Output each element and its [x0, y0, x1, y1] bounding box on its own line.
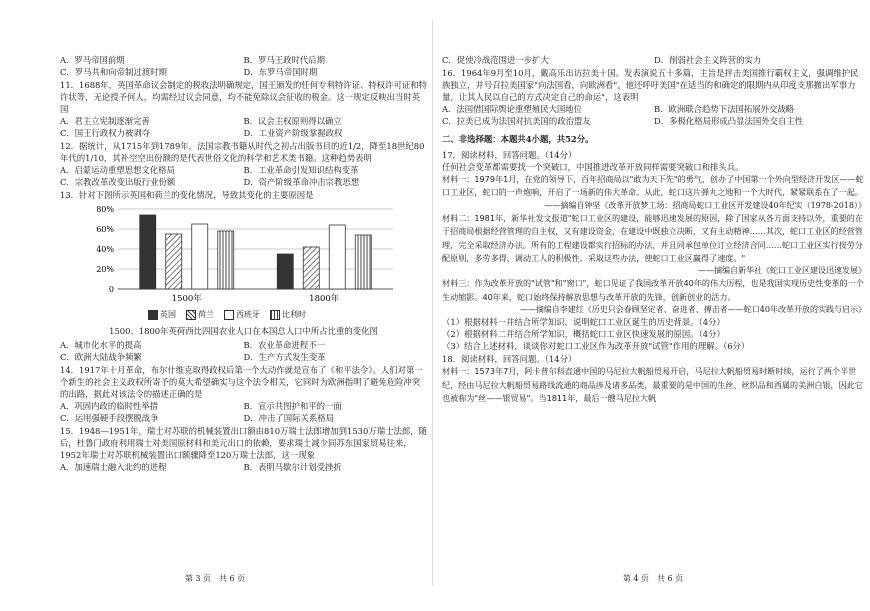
- option-c: C．欧洲大陆战争频繁: [60, 352, 142, 362]
- legend-item: [186, 309, 214, 321]
- page-footer: 第 4 页 共 6 页: [622, 574, 684, 583]
- y-tick-label: 0: [108, 285, 114, 294]
- y-tick-label: 40%: [96, 245, 114, 254]
- bar-英国-1500年: [140, 215, 156, 289]
- bar-比利时-1800年: [355, 235, 371, 289]
- legend-swatch: [186, 310, 196, 320]
- option-d: D．工业资产阶级掌握政权: [243, 128, 343, 138]
- top-options-row-1: [60, 54, 427, 66]
- material-1: 材料一：1573年7月，阿卡普尔科直通中国的马尼拉大帆船贸易开启，马尼拉大帆船贸易时断时续，运行了两个半世纪，经由马尼拉大帆船贸易路线流通的商品涉及诸多品类，最重要的是中国的生丝、丝织品和西属的美洲白银，因此它也被称为"丝——银贸易"。当1811年，最后一艘马尼拉大帆: [442, 366, 863, 404]
- question-head: 17．阅读材料，回答问题。（14分）: [442, 150, 577, 160]
- bar-英国-1800年: [277, 254, 293, 289]
- question-18: [442, 353, 866, 405]
- chart-legend: [148, 309, 306, 321]
- legend-label: 英国: [160, 310, 176, 319]
- agricultural-population-chart: [78, 203, 398, 323]
- sub-question-1: （1）根据材料一并结合所学知识，说明蛇口工业区诞生的历史背景。（4分）: [442, 317, 725, 328]
- column-divider: [432, 20, 433, 586]
- option-c: C．拉美已成为法国对抗美国的政治盟友: [442, 116, 591, 126]
- option-c: C．运用强硬手段摆脱战争: [60, 413, 159, 423]
- option-b: B．工业革命引发知识结构变革: [243, 165, 359, 175]
- legend-item: [224, 309, 260, 321]
- sub-question-3: （3）结合上述材料，谈谈你对蛇口工业区作为改革开放"试管"作用的理解。（6分）: [442, 341, 750, 352]
- question-text: 15．1948—1951年，瑞士对苏联的机械装置出口额由810万瑞士法郎增加到1530万瑞士法郎，随后，杜鲁门政府利用瑞士对美国原材料和美元出口的依赖，要求瑞士减少同苏东国家贸易往来，1952年瑞士对苏联机械装置出口额骤降至120万瑞士法郎，这一现象: [60, 426, 427, 460]
- question-head: 18．阅读材料，回答问题。（14分）: [442, 354, 577, 365]
- option-a: A．罗马帝国前期: [60, 55, 125, 65]
- material-1: 材料一：1979年1月，在党的领导下，百年招商局以"敢为天下先"的勇气，创办了中国第一个外向型经济开发区——蛇口工业区，蛇口的一声炮响，开启了一场新的伟大革命。从此，蛇口这片弹丸之地和一个大时代，紧紧联系在了一起。: [442, 174, 864, 198]
- material-2-source: ——摘编自新华社《蛇口工业区建设迅速发展》: [698, 266, 866, 276]
- legend-swatch: [148, 310, 158, 320]
- question-text: 12．据统计，从1715年到1789年，法国宗教书籍从时代之初占出版书目的近1/2，降至18世纪80年代的1/10，其补空空出份额的是代表世俗文化的科学和艺术类书籍。这种趋势表明: [60, 141, 425, 163]
- chart-svg: [78, 203, 398, 307]
- option-a: A．君主立宪制逐渐完善: [60, 116, 150, 126]
- option-d: D．削弱社会主义阵营的实力: [654, 55, 762, 65]
- y-tick-label: 60%: [96, 225, 114, 234]
- y-tick-label: 80%: [96, 205, 114, 214]
- y-tick-label: 20%: [96, 265, 114, 274]
- legend-swatch: [224, 310, 234, 320]
- option-c: C．宗教改革改变出版行业份额: [60, 177, 176, 187]
- bar-荷兰-1500年: [166, 234, 182, 289]
- question-text: 13．针对下图所示英国和荷兰的变化情况，导致其变化的主要原因是: [60, 190, 314, 200]
- bar-西班牙-1500年: [192, 224, 208, 289]
- material-2: 材料二：1981年，新华社发文报道"蛇口工业区的建设，能够迅速发展的原因，除了国家从各方面支持以外，重要的在于招商局根据经营管理的自主权，又有建设资金，在建设中既独立决断，又有主动精神……其次，蛇口工业区的经营管理，完全采取经济办法。所有的工程建设都实行招标的办法，并且同承包单位订立经济合同……蛇口工业区实行按劳分配原则，多劳多得，调动工人的积极性。采取这些办法，使蛇口工业区赢得了速度。": [442, 212, 863, 264]
- option-c: C．罗马共和向帝制过渡时期: [60, 67, 167, 77]
- legend-item: [270, 309, 306, 321]
- page-footer: 第 3 页 共 6 页: [184, 574, 246, 583]
- bar-西班牙-1800年: [329, 225, 345, 289]
- left-column: [60, 54, 427, 474]
- bar-荷兰-1800年: [303, 247, 319, 289]
- option-c: C．促使冷战范围进一步扩大: [442, 55, 549, 65]
- page-3: [0, 0, 430, 611]
- option-a: A．巩固内政的临时性举措: [60, 401, 159, 411]
- option-a: A．城市化水平的提高: [60, 340, 142, 350]
- legend-label: 西班牙: [236, 310, 260, 319]
- option-d: D．资产阶级革命冲击宗教思想: [243, 177, 360, 187]
- option-d: D．多极化格局形成凸显法国外交自主性: [654, 116, 804, 126]
- material-3: 材料三：作为改革开放的"试管"和"窗口"，蛇口见证了我国改革开放40年的伟大历程，也是我国实现历史性变革的一个生动缩影。40年来，蛇口始终保持解放思想与改革开放的先锋，创新创业的活力。: [442, 278, 864, 302]
- question-text: 11．1688年，英国革命议会制定的税收法明确规定，国王颁发的任何专利特许证、特权许可证和特许状等，无论授予何人，均需经过议会同意，均不能免除议会征收的税金。这一规定反映出当时英国: [60, 80, 427, 114]
- option-a: A．启蒙运动重塑思想文化格局: [60, 165, 175, 175]
- option-b: B．农业革命进程不一: [243, 340, 326, 350]
- legend-item: [148, 309, 176, 321]
- top-options-row: [442, 54, 866, 66]
- question-14: [60, 364, 427, 424]
- option-b: B．议会主权原则得以确立: [243, 116, 342, 126]
- question-12: [60, 140, 427, 188]
- question-intro: 任何社会变革都需要找一个突破口，中国推进改革开放同样需要突破口和排头兵。: [442, 162, 744, 172]
- sub-question-2: （2）根据材料二并结合所学知识，概括蛇口工业区快速发展的原因。（4分）: [442, 329, 725, 340]
- right-column: [442, 54, 866, 406]
- question-text: 14．1917年十月革命，布尔什维克取得政权后第一个大动作就是宣布了《和平法令》。人们对第一个新生的社会主义政权所寄予的莫大希望确实与这个法令相关，它同时为欧洲指明了避免危险冲突的出路，据此对该法令的描述正确的是: [60, 365, 423, 399]
- top-options-row-2: [60, 66, 427, 78]
- legend-swatch: [270, 310, 280, 320]
- option-b: B．宣示共图护和平的一面: [243, 401, 342, 411]
- bar-比利时-1500年: [218, 231, 234, 289]
- question-16: [442, 67, 866, 127]
- option-b: B．表明马歇尔计划受挫折: [243, 462, 342, 472]
- option-b: B．欧洲联合趋势下法国拓展外交战略: [654, 104, 795, 114]
- x-tick-label: 1800年: [309, 294, 340, 304]
- option-a: A．加速瑞士融入北约的进程: [60, 462, 167, 472]
- option-c: C．国王行政权力被剥夺: [60, 128, 151, 138]
- option-a: A．法国借国际舆论重塑殖民大国地位: [442, 104, 583, 114]
- question-11: [60, 79, 427, 139]
- question-13: [60, 189, 427, 363]
- chart-caption: 1500、1800年英荷西比四国农业人口在本国总人口中所占比重的变化图: [109, 326, 378, 336]
- question-17: [442, 149, 866, 352]
- legend-label: 荷兰: [198, 310, 214, 319]
- material-3-source: ——摘编自李建红《历史只会眷顾坚定者、奋进者、搏击者——蛇口40年改革开放的实践与启示》: [519, 305, 866, 315]
- question-text: 16．1964年9月至10月，戴高乐出访拉美十国。发表演说五十多篇，主旨是抨击美国推行霸权主义，强调维护民族独立，并号召拉美国家"向法国看，向欧洲看"。他还呼吁美国"在适当的和确定的限期内从印度支那撤出军事力量，让其人民以自己的方式决定自己的命运"，这表明: [442, 68, 859, 102]
- option-d: D．生产方式发生变革: [243, 352, 326, 362]
- x-tick-label: 1500年: [171, 294, 202, 304]
- material-1-source: ——摘编自钟坚《改革开放梦工场：招商局蛇口工业区开发建设40年纪实（1978-2018）》: [544, 200, 866, 210]
- question-15: [60, 425, 427, 473]
- page-4: [436, 0, 870, 611]
- option-d: D．冲击了国际关系格局: [243, 413, 334, 423]
- option-b: B．罗马王政时代后期: [243, 55, 326, 65]
- option-d: D．东罗马帝国时期: [243, 67, 318, 77]
- legend-label: 比利时: [282, 310, 306, 319]
- section-heading: 二、非选择题：本题共4小题，共52分。: [442, 134, 594, 144]
